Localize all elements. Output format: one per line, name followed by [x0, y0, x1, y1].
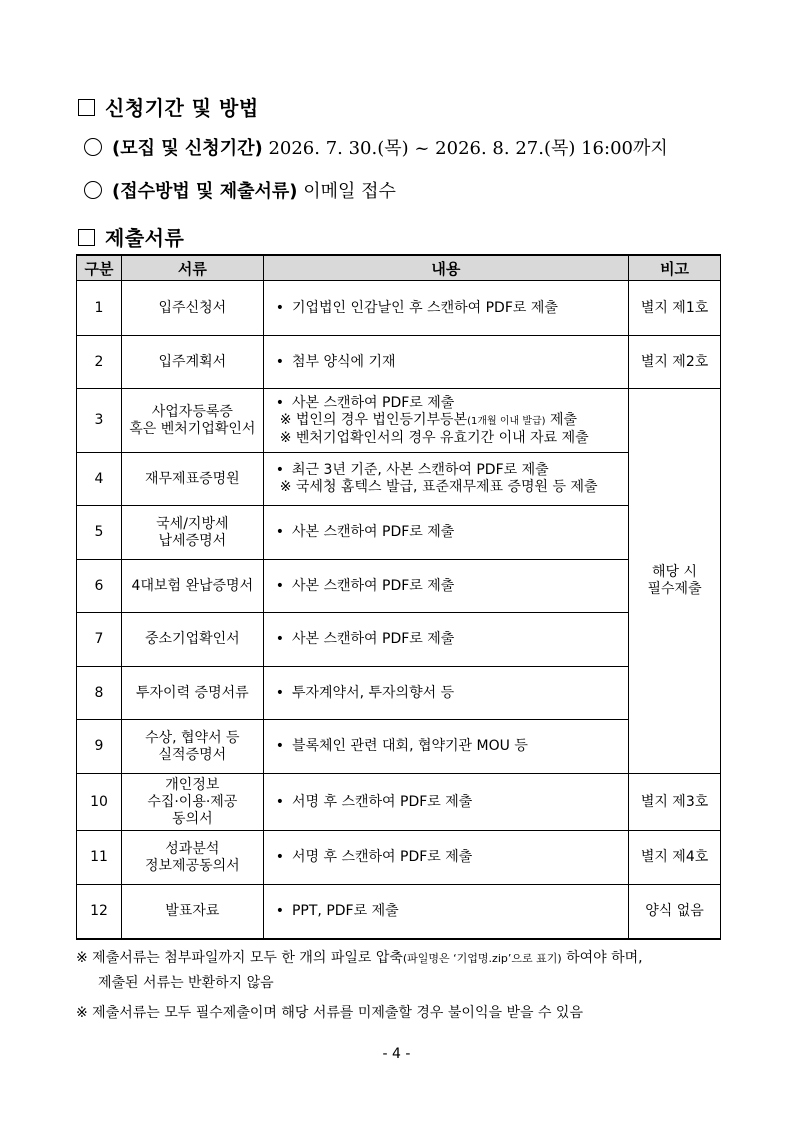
row-number: 9 — [77, 720, 122, 774]
document-name: 국세/지방세 납세증명서 — [121, 506, 263, 560]
content-cell — [263, 885, 628, 939]
remarks-cell: 양식 없음 — [629, 885, 721, 939]
row-number: 11 — [77, 831, 122, 885]
row-number: 2 — [77, 336, 122, 389]
row-number: 7 — [77, 613, 122, 667]
submission-method-line — [84, 177, 396, 203]
content-cell — [263, 613, 628, 667]
content-bullet: • 최근 3년 기준, 사본 스캔하여 PDF로 제출 — [268, 462, 624, 479]
content-bullet: • 서명 후 스캔하여 PDF로 제출 — [268, 849, 624, 866]
content-cell — [263, 389, 628, 453]
section-heading-period: 신청기간 및 방법 — [78, 92, 259, 121]
table-row — [77, 389, 721, 453]
content-bullet: • 사본 스캔하여 PDF로 제출 — [268, 524, 624, 541]
content-bullet: • 사본 스캔하여 PDF로 제출 — [268, 395, 624, 412]
content-cell — [263, 506, 628, 560]
header-document: 서류 — [121, 255, 263, 281]
content-bullet: • 서명 후 스캔하여 PDF로 제출 — [268, 794, 624, 811]
table-row — [77, 453, 721, 506]
period-value: 2026. 7. 30.(목) ~ 2026. 8. 27.(목) 16:00까지 — [268, 138, 668, 159]
content-cell — [263, 831, 628, 885]
table-row — [77, 613, 721, 667]
content-bullet: • 사본 스캔하여 PDF로 제출 — [268, 578, 624, 595]
header-content: 내용 — [263, 255, 628, 281]
content-bullet: • 블록체인 관련 대회, 협약기관 MOU 등 — [268, 738, 624, 755]
section-heading-documents: 제출서류 — [78, 222, 184, 251]
row-number: 1 — [77, 281, 122, 336]
table-header-row — [77, 255, 721, 281]
table-row — [77, 774, 721, 831]
document-name: 수상, 협약서 등 실적증명서 — [121, 720, 263, 774]
content-cell — [263, 336, 628, 389]
content-cell — [263, 453, 628, 506]
document-name: 재무제표증명원 — [121, 453, 263, 506]
row-number: 10 — [77, 774, 122, 831]
row-number: 12 — [77, 885, 122, 939]
row-number: 4 — [77, 453, 122, 506]
content-bullet: • 사본 스캔하여 PDF로 제출 — [268, 631, 624, 648]
page-number: - 4 - — [382, 1046, 411, 1062]
remarks-cell: 별지 제4호 — [629, 831, 721, 885]
document-name: 개인정보 수집·이용·제공 동의서 — [121, 774, 263, 831]
checkbox-square-icon — [78, 99, 95, 116]
content-bullet: • 투자계약서, 투자의향서 등 — [268, 685, 624, 702]
documents-table — [76, 254, 721, 940]
row-number: 8 — [77, 667, 122, 720]
row-number: 6 — [77, 560, 122, 613]
remarks-merged-cell: 해당 시 필수제출 — [629, 389, 721, 774]
row-number: 3 — [77, 389, 122, 453]
remarks-cell: 별지 제2호 — [629, 336, 721, 389]
table-row — [77, 720, 721, 774]
content-bullet: • 기업법인 인감날인 후 스캔하여 PDF로 제출 — [268, 300, 624, 317]
document-name: 입주신청서 — [121, 281, 263, 336]
table-row — [77, 336, 721, 389]
table-row — [77, 560, 721, 613]
row-number: 5 — [77, 506, 122, 560]
period-label: (모집 및 신청기간) — [112, 138, 263, 159]
document-name: 성과분석 정보제공동의서 — [121, 831, 263, 885]
header-category: 구분 — [77, 255, 122, 281]
table-row — [77, 667, 721, 720]
table-row — [77, 885, 721, 939]
content-cell — [263, 560, 628, 613]
content-cell — [263, 774, 628, 831]
application-period-line — [84, 134, 668, 160]
content-sub-note: ※ 벤처기업확인서의 경우 유효기간 이내 자료 제출 — [279, 429, 589, 446]
method-value: 이메일 접수 — [303, 181, 396, 202]
document-name: 입주계획서 — [121, 336, 263, 389]
document-name: 투자이력 증명서류 — [121, 667, 263, 720]
content-cell — [263, 281, 628, 336]
checkbox-square-icon — [78, 229, 95, 246]
document-name: 발표자료 — [121, 885, 263, 939]
document-name: 중소기업확인서 — [121, 613, 263, 667]
method-label: (접수방법 및 제출서류) — [112, 181, 298, 202]
table-row — [77, 281, 721, 336]
header-remarks: 비고 — [629, 255, 721, 281]
content-cell — [263, 667, 628, 720]
content-cell — [263, 720, 628, 774]
content-sub-note: ※ 국세청 홈텍스 발급, 표준재무제표 증명원 등 제출 — [279, 479, 598, 495]
document-name: 사업자등록증 혹은 벤처기업확인서 — [121, 389, 263, 453]
circle-bullet-icon — [84, 181, 102, 199]
remarks-cell: 별지 제3호 — [629, 774, 721, 831]
remarks-cell: 별지 제1호 — [629, 281, 721, 336]
table-row — [77, 506, 721, 560]
circle-bullet-icon — [84, 138, 102, 156]
table-row — [77, 831, 721, 885]
document-name: 4대보험 완납증명서 — [121, 560, 263, 613]
content-bullet: • 첨부 양식에 기재 — [268, 354, 624, 371]
content-bullet: • PPT, PDF로 제출 — [268, 903, 624, 920]
footnote-compression: ※ 제출서류는 첨부파일까지 모두 한 개의 파일로 압축(파일명은 ‘기업명.zip’으로 표기) 하여야 하며, 제출된 서류는 반환하지 않음 — [76, 950, 643, 991]
content-sub-note: ※ 법인의 경우 법인등기부등본(1개월 이내 발급) 제출 — [279, 411, 578, 428]
footnote-mandatory: ※ 제출서류는 모두 필수제출이며 해당 서류를 미제출할 경우 불이익을 받을 수 있음 — [76, 1005, 583, 1021]
